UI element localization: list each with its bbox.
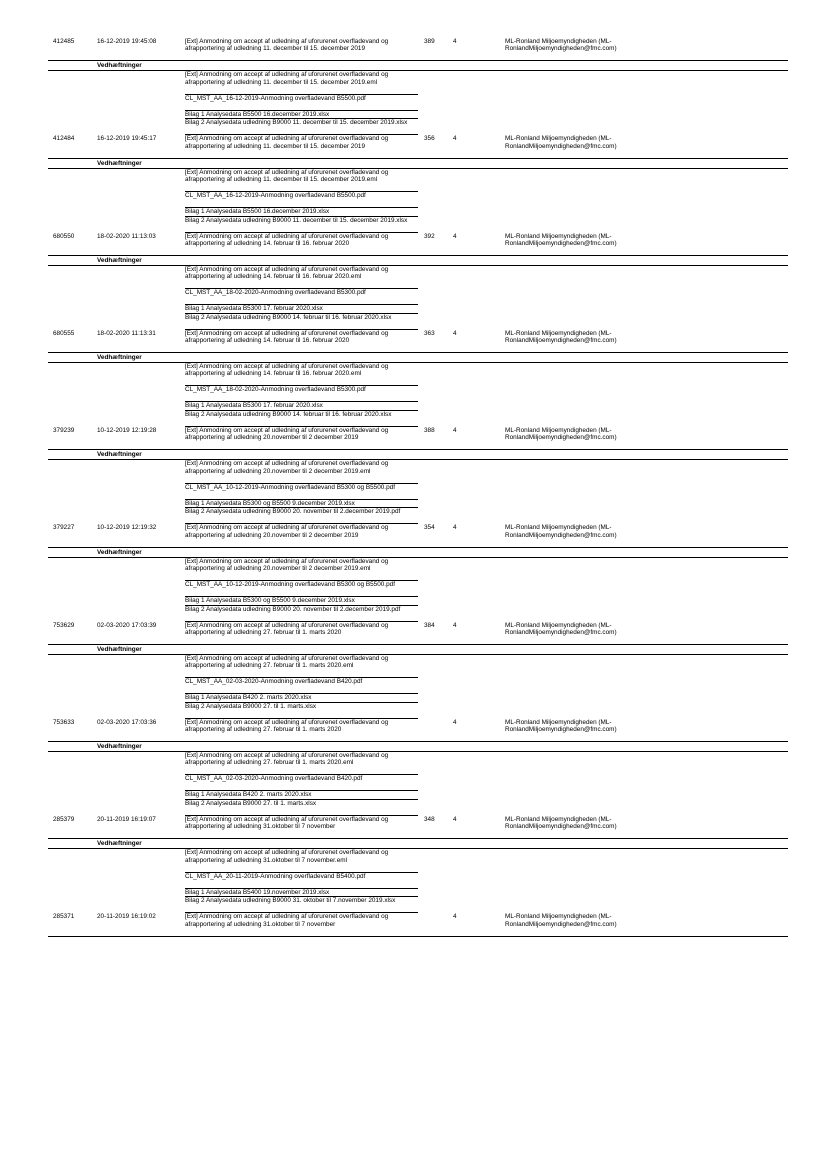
record-subject: [Ext] Anmodning om accept af udledning af uforurenet overfladevand og afrapportering af udledning 11. december til 15. december 2019: [185, 135, 389, 150]
attachment-filename: [Ext] Anmodning om accept af udledning af uforurenet overfladevand og afrapportering af udledning 31.oktober til 7 november.eml: [185, 849, 389, 864]
attachment-row: [185, 289, 418, 305]
record: [48, 135, 788, 232]
record-subject: [Ext] Anmodning om accept af udledning af uforurenet overfladevand og afrapportering af udledning 27. februar til 1. marts 2020: [185, 621, 389, 636]
attachment-row: [185, 849, 418, 872]
record-count: 4: [453, 135, 457, 143]
record-from: ML-Ronland Miljoemyndigheden (ML-RonlandMiljoemyndigheden@fmc.com): [505, 232, 617, 247]
record-id: 753629: [53, 621, 75, 629]
record: [48, 816, 788, 913]
attachment-row: [185, 484, 418, 500]
attachment-filename: CL_MST_AA_16-12-2019-Anmodning overfladevand B5500.pdf: [185, 191, 366, 199]
record-id: 285379: [53, 816, 75, 823]
attachment-row: [185, 752, 418, 775]
table-row: [48, 524, 788, 547]
table-row: [48, 427, 788, 450]
record: [48, 427, 788, 524]
attachments-header: [48, 159, 788, 169]
attachment-row: [185, 119, 418, 135]
record: [48, 622, 788, 719]
attachments-label: Vedhæftninger: [97, 645, 142, 653]
attachment-row: [185, 95, 418, 111]
attachments-header: [48, 256, 788, 266]
attachment-filename: Bilag 2 Analysedata B9000 27. til 1. marts.xlsx: [185, 800, 317, 807]
attachment-filename: Bilag 1 Analysedata B5400 19.november 2019.xlsx: [185, 888, 330, 896]
table-row: [48, 233, 788, 256]
attachments-header: [48, 742, 788, 752]
record-from: ML-Ronland Miljoemyndigheden (ML-RonlandMiljoemyndigheden@fmc.com): [505, 135, 617, 150]
record-count: 4: [453, 427, 457, 434]
attachment-filename: CL_MST_AA_18-02-2020-Anmodning overfladevand B5300.pdf: [185, 289, 366, 296]
record: [48, 524, 788, 621]
attachments-label: Vedhæftninger: [97, 62, 142, 70]
attachment-row: [185, 169, 418, 192]
record-subject: [Ext] Anmodning om accept af udledning af uforurenet overfladevand og afrapportering af udledning 14. februar til 16. februar 2020: [185, 232, 389, 247]
attachment-row: [185, 694, 418, 703]
attachment-row: [185, 402, 418, 411]
record-date: 16-12-2019 19:45:08: [97, 38, 157, 45]
record-from: ML-Ronland Miljoemyndigheden (ML-RonlandMiljoemyndigheden@fmc.com): [505, 913, 617, 928]
record-id: 412485: [53, 38, 75, 45]
attachment-filename: Bilag 2 Analysedata udledning B9000 31. oktober til 7.november 2019.xlsx: [185, 897, 396, 905]
attachment-row: [185, 314, 418, 330]
record-size: 356: [424, 135, 435, 143]
attachment-filename: CL_MST_AA_02-03-2020-Anmodning overfladevand B420.pdf: [185, 775, 363, 783]
attachment-filename: Bilag 1 Analysedata B420 2. marts 2020.xlsx: [185, 694, 312, 701]
record-from: ML-Ronland Miljoemyndigheden (ML-RonlandMiljoemyndigheden@fmc.com): [505, 718, 617, 733]
table-row: [48, 913, 788, 936]
record-id: 753633: [53, 718, 75, 726]
record-subject: [Ext] Anmodning om accept af udledning af uforurenet overfladevand og afrapportering af udledning 31.oktober til 7 november: [185, 913, 389, 928]
attachment-filename: Bilag 1 Analysedata B5300 17. februar 2020.xlsx: [185, 402, 323, 410]
attachment-row: [185, 71, 418, 94]
record-id: 285371: [53, 913, 75, 921]
record-count: 4: [453, 816, 457, 823]
table-row: [48, 135, 788, 158]
attachment-row: [185, 581, 418, 597]
attachments-label: Vedhæftninger: [97, 451, 142, 459]
record-count: 4: [453, 524, 457, 532]
record-subject: [Ext] Anmodning om accept af udledning af uforurenet overfladevand og afrapportering af udledning 14. februar til 16. februar 2020: [185, 329, 389, 344]
record-from: ML-Ronland Miljoemyndigheden (ML-RonlandMiljoemyndigheden@fmc.com): [505, 38, 617, 53]
table-row: [48, 816, 788, 839]
attachment-row: [185, 889, 418, 898]
record: [48, 233, 788, 330]
record-date: 10-12-2019 12:19:32: [97, 524, 157, 532]
attachment-filename: [Ext] Anmodning om accept af udledning af uforurenet overfladevand og afrapportering af udledning 14. februar til 16. februar 2020.eml: [185, 363, 389, 378]
attachment-row: [185, 775, 418, 791]
record-subject: [Ext] Anmodning om accept af udledning af uforurenet overfladevand og afrapportering af udledning 20.november til 2 december 2019: [185, 524, 389, 539]
attachments-label: Vedhæftninger: [97, 159, 142, 167]
record-subject: [Ext] Anmodning om accept af udledning af uforurenet overfladevand og afrapportering af udledning 27. februar til 1. marts 2020: [185, 718, 389, 733]
record-count: 4: [453, 718, 457, 726]
record-id: 412484: [53, 135, 75, 143]
attachment-filename: Bilag 2 Analysedata udledning B9000 20. november til 2.december 2019.pdf: [185, 605, 401, 613]
record-date: 18-02-2020 11:13:03: [97, 232, 156, 240]
attachment-row: [185, 897, 418, 913]
record-subject: [Ext] Anmodning om accept af udledning af uforurenet overfladevand og afrapportering af udledning 11. december til 15. december 2019: [185, 38, 389, 53]
record-date: 18-02-2020 11:13:31: [97, 329, 156, 337]
record-count: 4: [453, 232, 457, 240]
record-subject: [Ext] Anmodning om accept af udledning af uforurenet overfladevand og afrapportering af udledning 31.oktober til 7 november: [185, 816, 389, 831]
attachment-row: [185, 305, 418, 314]
attachment-row: [185, 500, 418, 509]
attachment-row: [185, 597, 418, 606]
record: [48, 38, 788, 135]
record-count: 4: [453, 38, 457, 45]
attachment-filename: Bilag 1 Analysedata B420 2. marts 2020.xlsx: [185, 791, 312, 799]
record-size: 354: [424, 524, 435, 532]
attachment-filename: Bilag 1 Analysedata B5300 17. februar 2020.xlsx: [185, 305, 323, 312]
record-subject: [Ext] Anmodning om accept af udledning af uforurenet overfladevand og afrapportering af udledning 20.november til 2 december 2019: [185, 427, 389, 442]
record-date: 02-03-2020 17:03:36: [97, 718, 157, 726]
record-date: 16-12-2019 19:45:17: [97, 135, 157, 143]
document-table: [48, 38, 788, 937]
attachment-row: [185, 217, 418, 233]
record-date: 20-11-2019 16:19:02: [97, 913, 156, 921]
attachments-header: [48, 61, 788, 71]
attachment-row: [185, 460, 418, 483]
attachments-header: [48, 450, 788, 460]
table-row: [48, 330, 788, 353]
attachment-row: [185, 363, 418, 386]
attachment-filename: Bilag 2 Analysedata udledning B9000 14. februar til 16. februar 2020.xlsx: [185, 411, 392, 418]
attachment-row: [185, 791, 418, 800]
attachment-filename: [Ext] Anmodning om accept af udledning af uforurenet overfladevand og afrapportering af udledning 27. februar til 1. marts 2020.eml: [185, 654, 389, 669]
attachments-label: Vedhæftninger: [97, 840, 142, 848]
record-size: 392: [424, 232, 435, 240]
attachment-filename: Bilag 1 Analysedata B5300 og B5500 9.december 2019.xlsx: [185, 499, 355, 507]
table-row: [48, 622, 788, 645]
record-date: 10-12-2019 12:19:28: [97, 427, 157, 434]
attachment-row: [185, 606, 418, 622]
attachment-filename: [Ext] Anmodning om accept af udledning af uforurenet overfladevand og afrapportering af udledning 14. februar til 16. februar 2020.eml: [185, 265, 389, 280]
attachment-filename: Bilag 2 Analysedata udledning B9000 11. december til 15. december 2019.xlsx: [185, 119, 408, 127]
attachment-filename: CL_MST_AA_20-11-2019-Anmodning overfladevand B5400.pdf: [185, 872, 366, 880]
attachments-label: Vedhæftninger: [97, 354, 142, 361]
record-date: 02-03-2020 17:03:39: [97, 621, 157, 629]
attachment-filename: CL_MST_AA_02-03-2020-Anmodning overfladevand B420.pdf: [185, 678, 363, 685]
attachment-filename: Bilag 2 Analysedata udledning B9000 14. februar til 16. februar 2020.xlsx: [185, 313, 392, 321]
attachment-row: [185, 508, 418, 524]
attachment-row: [185, 266, 418, 289]
record-size: 363: [424, 329, 435, 337]
table-row: [48, 719, 788, 742]
attachment-filename: Bilag 1 Analysedata B5300 og B5500 9.december 2019.xlsx: [185, 596, 355, 604]
attachment-filename: [Ext] Anmodning om accept af udledning af uforurenet overfladevand og afrapportering af udledning 11. december til 15. december 2019.eml: [185, 71, 389, 86]
record-from: ML-Ronland Miljoemyndigheden (ML-RonlandMiljoemyndigheden@fmc.com): [505, 329, 617, 344]
attachment-row: [185, 192, 418, 208]
record-size: 388: [424, 427, 435, 434]
attachments-label: Vedhæftninger: [97, 743, 142, 750]
record: [48, 330, 788, 427]
attachments-header: [48, 353, 788, 363]
attachment-filename: Bilag 2 Analysedata B9000 27. til 1. marts.xlsx: [185, 702, 317, 710]
attachment-row: [185, 703, 418, 719]
record-size: 348: [424, 816, 435, 823]
record: [48, 913, 788, 936]
attachment-row: [185, 386, 418, 402]
record-size: 389: [424, 38, 435, 45]
record-date: 20-11-2019 16:19:07: [97, 816, 156, 823]
record-size: 384: [424, 621, 435, 629]
attachments-header: [48, 548, 788, 558]
attachments-header: [48, 645, 788, 655]
attachment-filename: [Ext] Anmodning om accept af udledning af uforurenet overfladevand og afrapportering af udledning 20.november til 2 december 2019.eml: [185, 460, 389, 475]
record-id: 379227: [53, 524, 75, 532]
attachment-filename: Bilag 2 Analysedata udledning B9000 20. november til 2.december 2019.pdf: [185, 508, 401, 516]
record-count: 4: [453, 913, 457, 921]
attachment-filename: CL_MST_AA_16-12-2019-Anmodning overfladevand B5500.pdf: [185, 94, 366, 102]
attachment-filename: Bilag 1 Analysedata B5500 16.december 2019.xlsx: [185, 207, 330, 215]
record-id: 379239: [53, 427, 75, 434]
attachments-header: [48, 839, 788, 849]
record-from: ML-Ronland Miljoemyndigheden (ML-RonlandMiljoemyndigheden@fmc.com): [505, 427, 617, 442]
attachment-row: [185, 558, 418, 581]
attachment-filename: Bilag 1 Analysedata B5500 16.december 2019.xlsx: [185, 110, 330, 118]
attachments-label: Vedhæftninger: [97, 256, 142, 264]
record-from: ML-Ronland Miljoemyndigheden (ML-RonlandMiljoemyndigheden@fmc.com): [505, 524, 617, 539]
attachment-row: [185, 411, 418, 427]
record-from: ML-Ronland Miljoemyndigheden (ML-RonlandMiljoemyndigheden@fmc.com): [505, 816, 617, 831]
record-count: 4: [453, 621, 457, 629]
attachment-row: [185, 800, 418, 816]
record: [48, 719, 788, 816]
attachment-filename: CL_MST_AA_10-12-2019-Anmodning overfladevand B5300 og B5500.pdf: [185, 483, 395, 491]
attachment-row: [185, 678, 418, 694]
attachment-filename: CL_MST_AA_18-02-2020-Anmodning overfladevand B5300.pdf: [185, 386, 366, 394]
attachment-filename: CL_MST_AA_10-12-2019-Anmodning overfladevand B5300 og B5500.pdf: [185, 580, 395, 588]
attachment-row: [185, 208, 418, 217]
record-id: 680550: [53, 232, 75, 240]
attachment-row: [185, 655, 418, 678]
attachment-filename: [Ext] Anmodning om accept af udledning af uforurenet overfladevand og afrapportering af udledning 20.november til 2 december 2019.eml: [185, 557, 389, 572]
record-id: 680555: [53, 329, 75, 337]
table-row: [48, 38, 788, 61]
attachment-row: [185, 111, 418, 120]
attachment-filename: [Ext] Anmodning om accept af udledning af uforurenet overfladevand og afrapportering af udledning 11. december til 15. december 2019.eml: [185, 168, 389, 183]
record-count: 4: [453, 329, 457, 337]
attachment-row: [185, 873, 418, 889]
attachment-filename: Bilag 2 Analysedata udledning B9000 11. december til 15. december 2019.xlsx: [185, 216, 408, 224]
attachment-filename: [Ext] Anmodning om accept af udledning af uforurenet overfladevand og afrapportering af udledning 27. februar til 1. marts 2020.eml: [185, 752, 389, 767]
record-from: ML-Ronland Miljoemyndigheden (ML-RonlandMiljoemyndigheden@fmc.com): [505, 621, 617, 636]
attachments-label: Vedhæftninger: [97, 548, 142, 556]
